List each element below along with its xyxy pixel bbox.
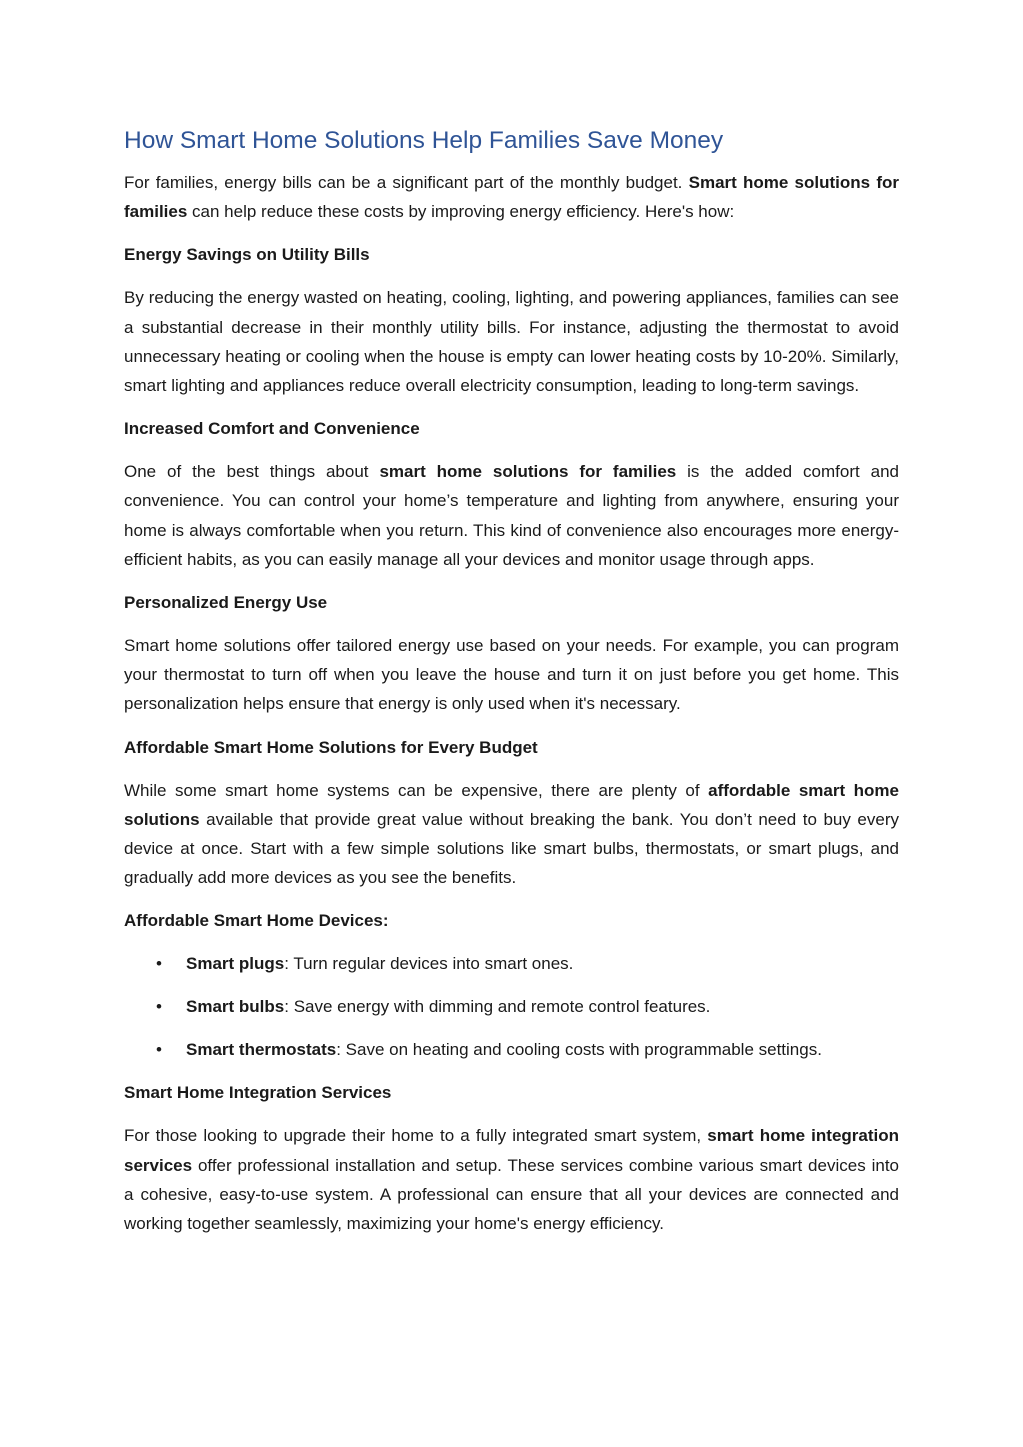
list-item-bold: Smart plugs <box>186 954 285 974</box>
intro-text-start: For families, energy bills can be a significant part of the monthly budget. <box>124 173 689 192</box>
section-paragraph-energy-savings: By reducing the energy wasted on heating, cooling, lighting, and powering appliances, families can see a substantial decrease in their monthly utility bills. For instance, adjusting the thermostat to avoid unnecessary heating or cooling when the house is empty can lower heating costs by 10-20%. Similarly, smart lighting and appliances reduce overall electricity consumption, leading to long-term savings. <box>124 288 899 396</box>
section-heading-affordable: Affordable Smart Home Solutions for Every Budget <box>124 737 538 757</box>
affordable-bold-phrase: affordable smart home solutions <box>124 780 899 829</box>
list-item <box>124 949 899 978</box>
list-item-bold: Smart bulbs <box>186 997 285 1017</box>
bullet-icon: • <box>156 954 162 974</box>
integration-bold-phrase: smart home integration services <box>124 1126 900 1175</box>
page-title: How Smart Home Solutions Help Families Save Money <box>124 127 724 154</box>
document-body <box>124 124 899 1252</box>
integration-text-end: offer professional installation and setup. These services combine various smart devices into a cohesive, easy-to-use system. A professional can ensure that all your devices are connected and working together seamlessly, maximizing your home's energy efficiency. <box>124 1155 899 1234</box>
intro-paragraph <box>124 168 899 226</box>
comfort-text-start: One of the best things about <box>124 462 380 482</box>
section-paragraph-comfort <box>124 457 899 574</box>
list-item-bold: Smart thermostats <box>186 1040 337 1060</box>
section-heading-comfort: Increased Comfort and Convenience <box>124 419 420 439</box>
affordable-text-end: available that provide great value without breaking the bank. You don’t need to buy every device at once. Start with a few simple solutions like smart bulbs, thermostats, or smart plugs, and gradually add more devices as you see the benefits. <box>124 809 899 888</box>
section-heading-devices: Affordable Smart Home Devices: <box>124 911 389 931</box>
section-paragraph-affordable <box>124 776 899 893</box>
list-item-text: : Save on heating and cooling costs with programmable settings. <box>336 1040 822 1060</box>
affordable-text-start: While some smart home systems can be expensive, there are plenty of <box>124 780 709 800</box>
intro-bold-phrase: Smart home solutions for families <box>124 173 899 222</box>
section-heading-energy-savings: Energy Savings on Utility Bills <box>124 245 370 265</box>
section-paragraph-integration <box>124 1121 899 1238</box>
section-heading-personalized: Personalized Energy Use <box>124 593 328 613</box>
list-item-text: : Save energy with dimming and remote control features. <box>284 997 711 1017</box>
bullet-icon: • <box>156 1040 162 1060</box>
integration-text-start: For those looking to upgrade their home to a fully integrated smart system, <box>124 1126 708 1146</box>
list-item <box>124 992 899 1021</box>
section-paragraph-personalized: Smart home solutions offer tailored energy use based on your needs. For example, you can program your thermostat to turn off when you leave the house and turn it on just before you get home. This personalization helps ensure that energy is only used when it's necessary. <box>124 636 899 714</box>
devices-list <box>124 949 899 1064</box>
section-heading-integration: Smart Home Integration Services <box>124 1083 392 1103</box>
bullet-icon: • <box>156 997 162 1017</box>
list-item-text: : Turn regular devices into smart ones. <box>284 954 574 974</box>
comfort-bold-phrase: smart home solutions for families <box>379 462 677 482</box>
list-item <box>124 1035 899 1064</box>
comfort-text-end: is the added comfort and convenience. You can control your home’s temperature and lighting from anywhere, ensuring your home is always comfortable when you return. This kind of convenience also encourages more energy-efficient habits, as you can easily manage all your devices and monitor usage through apps. <box>124 462 899 569</box>
intro-text-end: can help reduce these costs by improving energy efficiency. Here's how: <box>187 202 735 222</box>
